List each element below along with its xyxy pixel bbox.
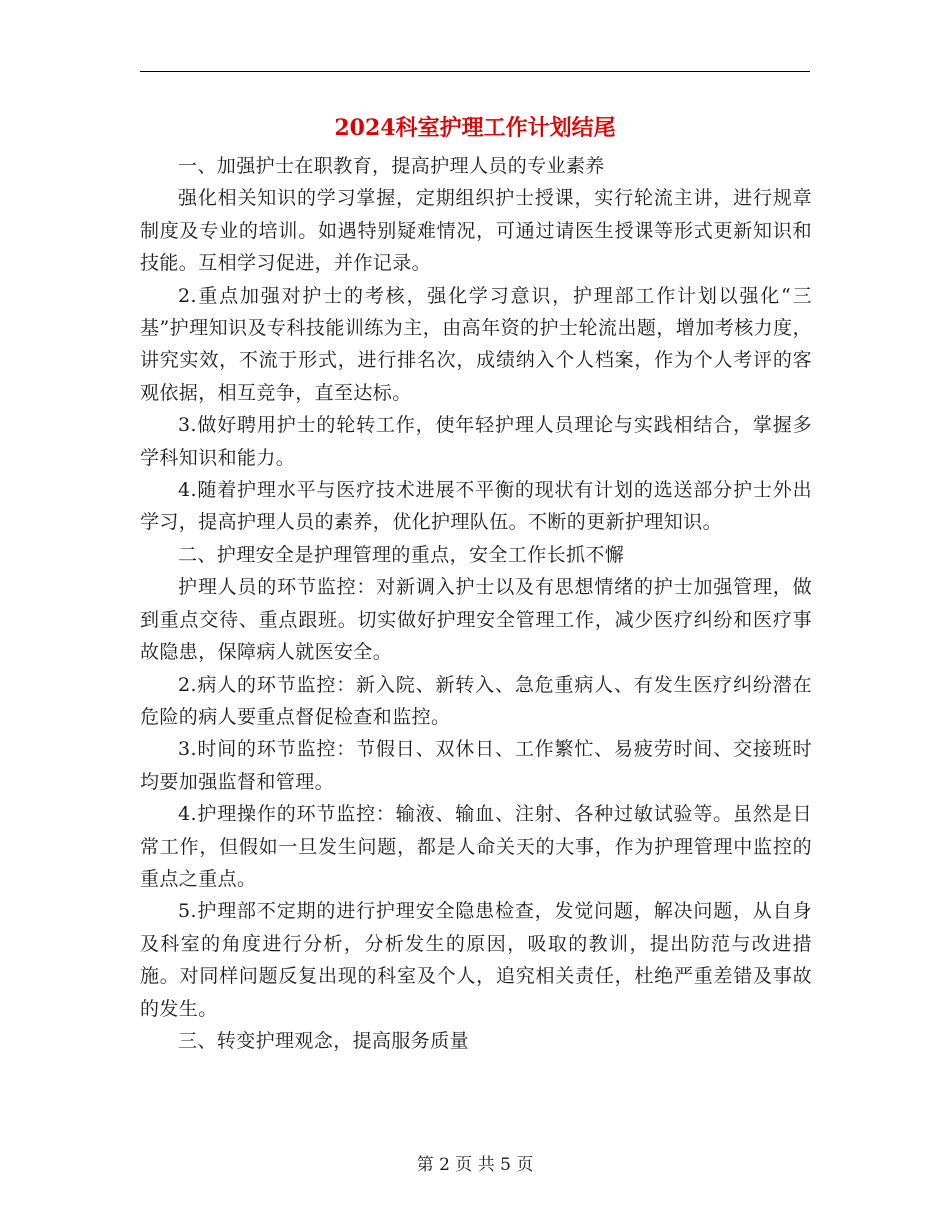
header-rule: [140, 71, 810, 72]
paragraph: 2.病人的环节监控：新入院、新转入、急危重病人、有发生医疗纠纷潜在危险的病人要重点督促检查和监控。: [140, 673, 812, 728]
section-heading-1: 一、加强护士在职教育，提高护理人员的专业素养: [178, 155, 605, 177]
document-body: [140, 150, 812, 1057]
paragraph: 3.时间的环节监控：节假日、双休日、工作繁忙、易疲劳时间、交接班时均要加强监督和管理。: [140, 738, 812, 793]
paragraph: 强化相关知识的学习掌握，定期组织护士授课，实行轮流主讲，进行规章制度及专业的培训。如遇特别疑难情况，可通过请医生授课等形式更新知识和技能。互相学习促进，并作记录。: [140, 187, 812, 275]
page-footer: [0, 1153, 950, 1177]
paragraph: 4.随着护理水平与医疗技术进展不平衡的现状有计划的选送部分护士外出学习，提高护理人员的素养，优化护理队伍。不断的更新护理知识。: [140, 479, 812, 534]
document-title: 2024科室护理工作计划结尾: [334, 115, 616, 141]
paragraph: 4.护理操作的环节监控：输液、输血、注射、各种过敏试验等。虽然是日常工作，但假如一旦发生问题，都是人命关天的大事，作为护理管理中监控的重点之重点。: [140, 803, 812, 890]
page-number-label: 第 2 页 共 5 页: [416, 1155, 534, 1175]
paragraph: 护理人员的环节监控：对新调入护士以及有思想情绪的护士加强管理，做到重点交待、重点跟班。切实做好护理安全管理工作，减少医疗纠纷和医疗事故隐患，保障病人就医安全。: [140, 576, 812, 664]
section-heading-3: 三、转变护理观念，提高服务质量: [178, 1029, 470, 1052]
paragraph: 3.做好聘用护士的轮转工作，使年轻护理人员理论与实践相结合，掌握多学科知识和能力。: [140, 414, 812, 469]
paragraph: 5.护理部不定期的进行护理安全隐患检查，发觉问题，解决问题，从自身及科室的角度进行分析，分析发生的原因，吸取的教训，提出防范与改进措施。对同样问题反复出现的科室及个人，追究相关责任，杜绝严重差错及事故的发生。: [140, 900, 812, 1020]
section-heading-2: 二、护理安全是护理管理的重点，安全工作长抓不懈: [178, 543, 625, 566]
paragraph: 2.重点加强对护士的考核，强化学习意识，护理部工作计划以强化“三基”护理知识及专科技能训练为主，由高年资的护士轮流出题，增加考核力度，讲究实效，不流于形式，进行排名次，成绩纳入个人档案，作为个人考评的客观依据，相互竞争，直至达标。: [140, 284, 812, 404]
